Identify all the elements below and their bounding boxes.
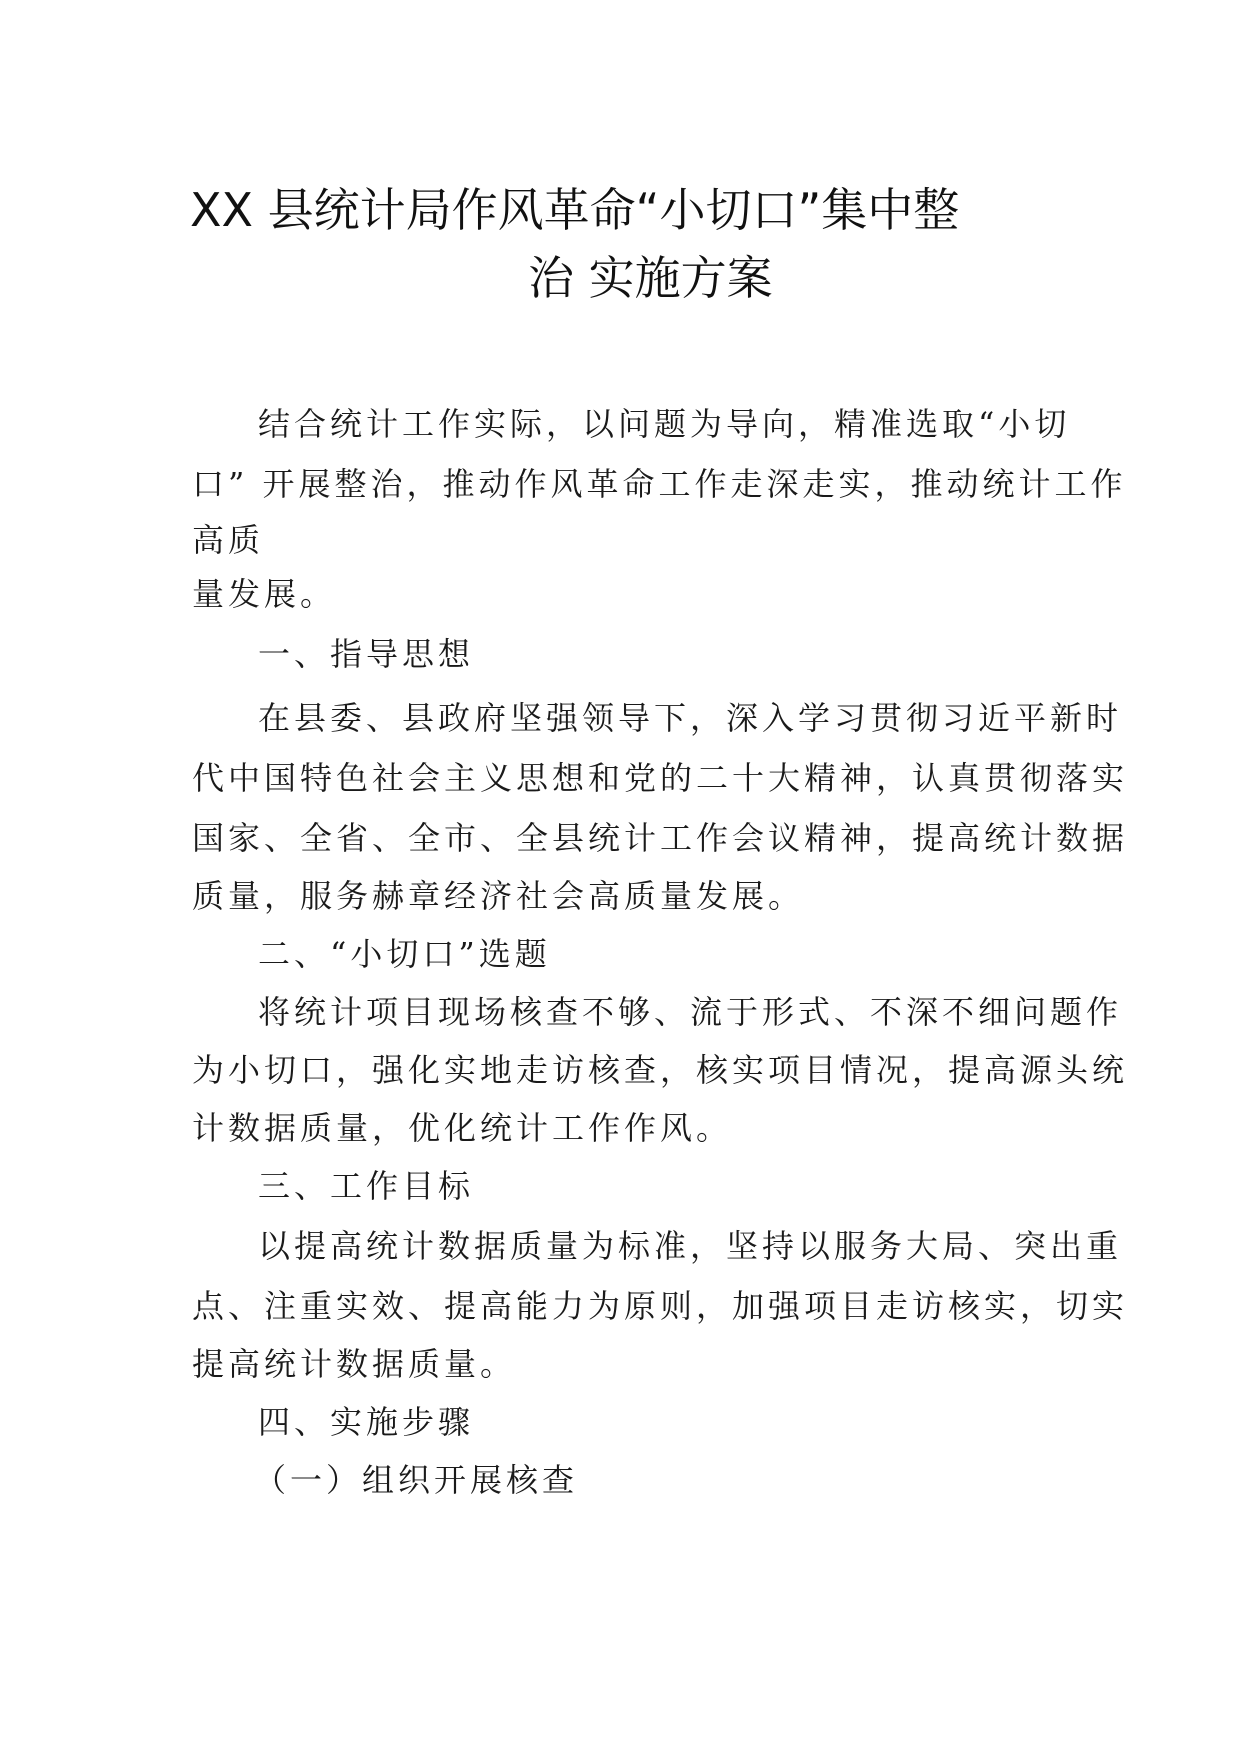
intro-paragraph-line-2: 口” 开展整治，推动作风革命工作走深走实，推动统计工作 <box>192 465 1127 503</box>
section-heading-steps: 四、实施步骤 <box>258 1403 475 1441</box>
subsection-heading-verification: （一）组织开展核查 <box>254 1461 579 1499</box>
intro-paragraph-line-3: 高质 <box>192 521 265 559</box>
paragraph-1-line-1: 在县委、县政府坚强领导下，深入学习贯彻习近平新时 <box>258 699 1123 737</box>
paragraph-1-line-2: 代中国特色社会主义思想和党的二十大精神，认真贯彻落实 <box>192 759 1129 797</box>
paragraph-3-line-2: 点、注重实效、提高能力为原则，加强项目走访核实，切实 <box>192 1287 1129 1325</box>
document-title-line-1: XX 县统计局作风革命“小切口”集中整 <box>190 183 960 237</box>
paragraph-1-line-4: 质量，服务赫章经济社会高质量发展。 <box>192 877 805 915</box>
intro-paragraph-line-1: 结合统计工作实际，以问题为导向，精准选取“小切 <box>258 405 1071 443</box>
section-heading-goals: 三、工作目标 <box>258 1167 475 1205</box>
section-heading-topic: 二、“小切口”选题 <box>258 935 551 973</box>
section-heading-guiding-ideology: 一、指导思想 <box>258 635 475 673</box>
paragraph-1-line-3: 国家、全省、全市、全县统计工作会议精神，提高统计数据 <box>192 819 1129 857</box>
document-title-line-2: 治 实施方案 <box>528 251 773 305</box>
intro-paragraph-line-4: 量发展。 <box>192 575 337 613</box>
paragraph-2-line-1: 将统计项目现场核查不够、流于形式、不深不细问题作 <box>258 993 1123 1031</box>
paragraph-2-line-2: 为小切口，强化实地走访核查，核实项目情况，提高源头统 <box>192 1051 1129 1089</box>
paragraph-3-line-3: 提高统计数据质量。 <box>192 1345 517 1383</box>
paragraph-3-line-1: 以提高统计数据质量为标准，坚持以服务大局、突出重 <box>258 1227 1123 1265</box>
paragraph-2-line-3: 计数据质量，优化统计工作作风。 <box>192 1109 733 1147</box>
